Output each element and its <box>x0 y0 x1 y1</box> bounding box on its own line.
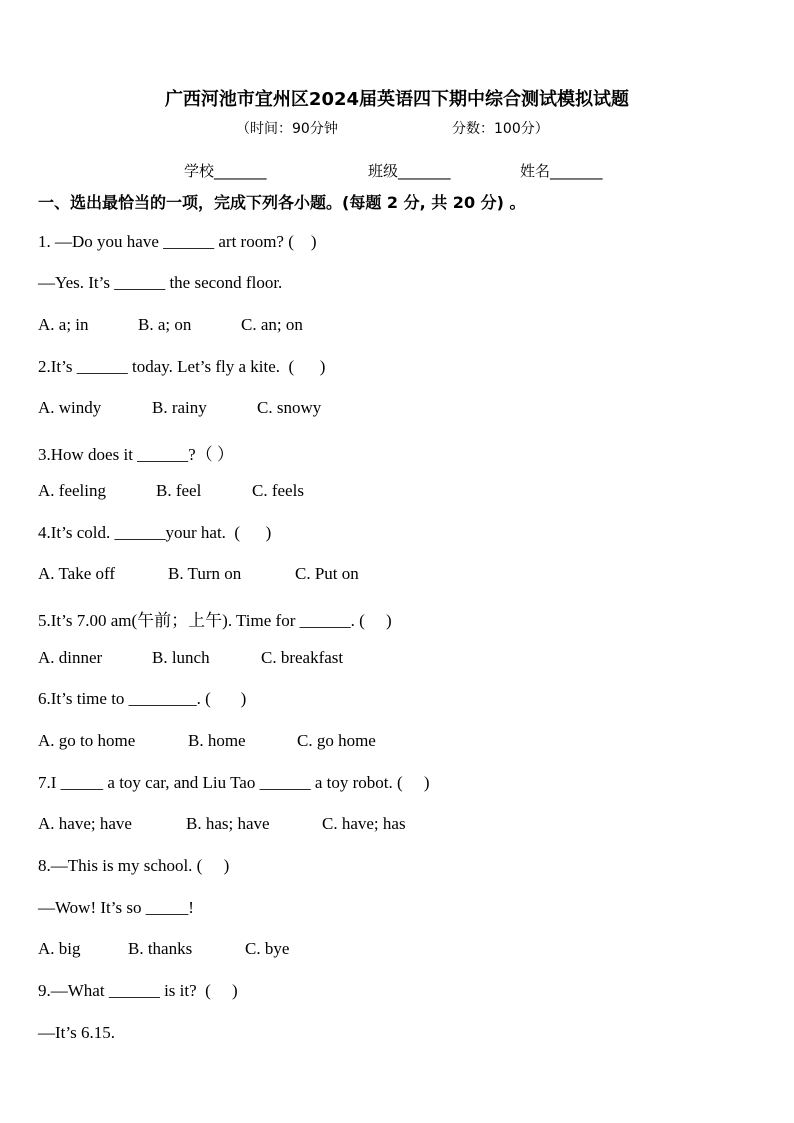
option-c: C. go home <box>297 731 376 750</box>
page-title: 广西河池市宜州区2024届英语四下期中综合测试模拟试题 <box>164 89 630 110</box>
option-a: A. have; have <box>38 814 132 833</box>
question-9-line-1: 9.—What ______ is it? ( ) <box>38 981 238 1000</box>
exam-time: （时间：90分钟 <box>236 121 338 137</box>
option-a: A. big <box>38 939 81 958</box>
question-7-line-1: 7.I _____ a toy car, and Liu Tao ______ a toy robot. ( ) <box>38 773 430 792</box>
question-1-line-1: 1. —Do you have ______ art room? ( ) <box>38 232 317 251</box>
option-b: B. rainy <box>152 398 207 417</box>
option-c: C. snowy <box>257 398 322 417</box>
option-b: B. lunch <box>152 648 210 667</box>
question-4-line-1: 4.It’s cold. ______your hat. ( ) <box>38 523 272 542</box>
question-1-line-2: —Yes. It’s ______ the second floor. <box>38 273 283 292</box>
option-c: C. bye <box>245 939 290 958</box>
section-heading: 一、选出最恰当的一项，完成下列各小题。(每题 2 分, 共 20 分) 。 <box>38 193 526 212</box>
option-c: C. Put on <box>295 564 359 583</box>
option-b: B. has; have <box>186 814 270 833</box>
option-c: C. feels <box>252 481 304 500</box>
name-field: 姓名_______ <box>520 162 603 180</box>
question-2-line-1: 2.It’s ______ today. Let’s fly a kite. ( ) <box>38 357 326 376</box>
option-b: B. thanks <box>128 939 193 958</box>
option-c: C. have; has <box>322 814 406 833</box>
option-a: A. Take off <box>38 564 116 583</box>
school-field: 学校_______ <box>184 162 267 180</box>
option-c: C. an; on <box>241 315 303 334</box>
option-a: A. windy <box>38 398 102 417</box>
option-a: A. dinner <box>38 648 103 667</box>
question-6-line-1: 6.It’s time to ________. ( ) <box>38 689 247 708</box>
option-a: A. a; in <box>38 315 89 334</box>
question-8-line-2: —Wow! It’s so _____! <box>38 898 194 917</box>
option-a: A. feeling <box>38 481 106 500</box>
class-field: 班级_______ <box>368 162 451 180</box>
option-b: B. a; on <box>138 315 192 334</box>
question-9-line-2: —It’s 6.15. <box>38 1023 115 1042</box>
option-c: C. breakfast <box>261 648 344 667</box>
option-a: A. go to home <box>38 731 136 750</box>
question-8-line-1: 8.—This is my school. ( ) <box>38 856 230 875</box>
question-3-line-1: 3.How does it ______?（ ） <box>38 445 234 464</box>
question-5-line-1: 5.It’s 7.00 am(午前；上午). Time for ______. ( ) <box>38 611 392 630</box>
exam-score: 分数：100分） <box>452 121 549 137</box>
option-b: B. feel <box>156 481 202 500</box>
option-b: B. home <box>188 731 246 750</box>
option-b: B. Turn on <box>168 564 242 583</box>
